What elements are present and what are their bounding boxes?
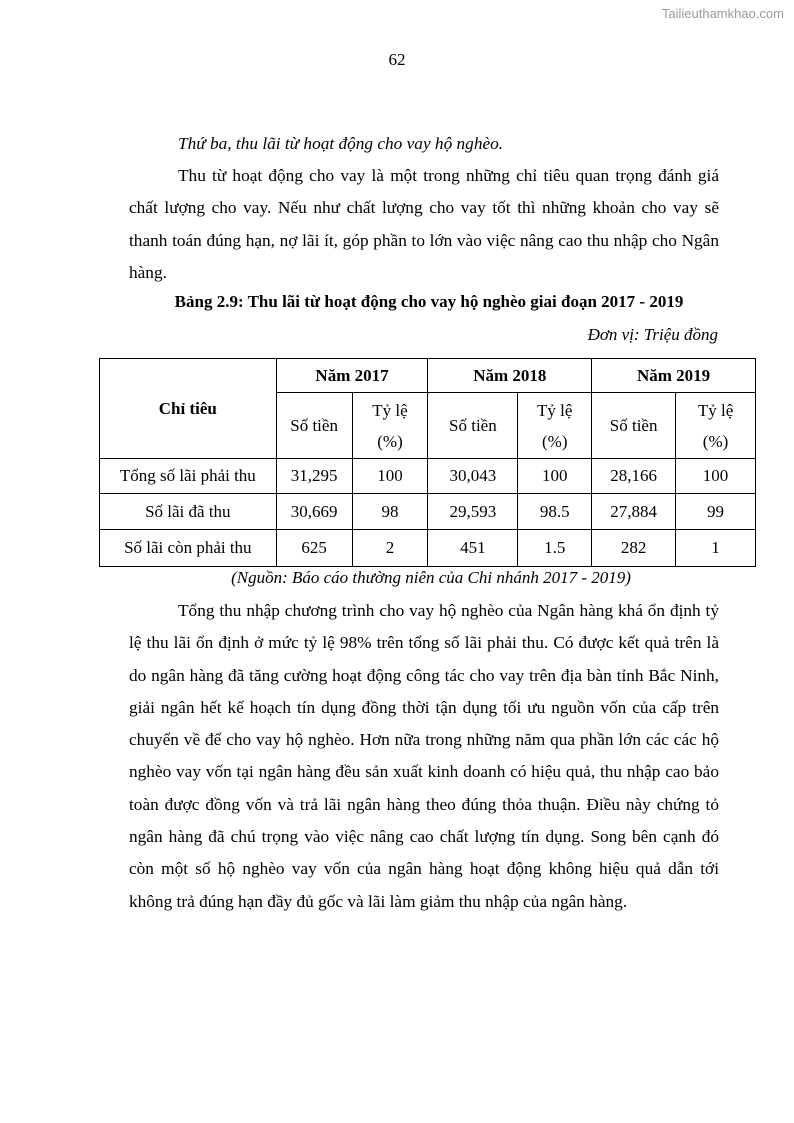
cell: 2 <box>352 530 428 567</box>
table-row <box>100 530 756 567</box>
intro-paragraph: Thu từ hoạt động cho vay là một trong những chỉ tiêu quan trọng đánh giá chất lượng cho vay. Nếu như chất lượng cho vay tốt thì những khoản cho vay sẽ thanh toán đúng hạn, nợ lãi ít, góp phần to lớn vào việc nâng cao thu nhập cho Ngân hàng. <box>129 166 719 282</box>
header-amount-2017: Số tiền <box>276 393 352 459</box>
table-row <box>100 494 756 530</box>
section-heading: Thứ ba, thu lãi từ hoạt động cho vay hộ nghèo. <box>178 134 504 153</box>
header-ratio-2018: Tỷ lệ (%) <box>518 393 592 459</box>
cell: 28,166 <box>592 459 676 494</box>
cell: 31,295 <box>276 459 352 494</box>
row-label: Tổng số lãi phải thu <box>100 459 277 494</box>
table-source: (Nguồn: Báo cáo thường niên của Chi nhánh 2017 - 2019) <box>231 568 631 587</box>
table-row <box>100 459 756 494</box>
table-header-years <box>100 359 756 393</box>
cell: 30,043 <box>428 459 518 494</box>
header-year-2017: Năm 2017 <box>276 359 428 393</box>
watermark: Tailieuthamkhao.com <box>661 6 784 21</box>
cell: 451 <box>428 530 518 567</box>
analysis-paragraph: Tổng thu nhập chương trình cho vay hộ nghèo của Ngân hàng khá ổn định tỷ lệ thu lãi ổn định ở mức tỷ lệ 98% trên tổng số lãi phải thu. Có được kết quả trên là do ngân hàng đã tăng cường hoạt động công tác cho vay trên địa bàn tỉnh Bắc Ninh, giải ngân hết kế hoạch tín dụng đồng thời tận dụng tối ưu nguồn vốn của cấp trên chuyển về để cho vay hộ nghèo. Hơn nữa trong những năm qua phần lớn các các hộ nghèo vay vốn tại ngân hàng đều sản xuất kinh doanh có hiệu quả, thu nhập cao bảo toàn được đồng vốn và trả lãi ngân hàng theo đúng thỏa thuận. Điều này chứng tỏ ngân hàng đã chú trọng vào việc nâng cao chất lượng tín dụng. Song bên cạnh đó còn một số hộ nghèo vay vốn của ngân hàng hoạt động không hiệu quả dẫn tới không trả đúng hạn đầy đủ gốc và lãi làm giảm thu nhập của ngân hàng. <box>129 601 719 911</box>
header-amount-2018: Số tiền <box>428 393 518 459</box>
header-ratio-2019: Tỷ lệ (%) <box>676 393 756 459</box>
header-amount-2019: Số tiền <box>592 393 676 459</box>
page-number: 62 <box>388 50 406 69</box>
row-label: Số lãi đã thu <box>100 494 277 530</box>
header-ratio-2017: Tỷ lệ (%) <box>352 393 428 459</box>
cell: 100 <box>518 459 592 494</box>
cell: 27,884 <box>592 494 676 530</box>
cell: 98 <box>352 494 428 530</box>
cell: 1 <box>676 530 756 567</box>
row-label: Số lãi còn phải thu <box>100 530 277 567</box>
cell: 99 <box>676 494 756 530</box>
header-year-2019: Năm 2019 <box>592 359 756 393</box>
header-indicator: Chỉ tiêu <box>100 359 277 459</box>
cell: 100 <box>676 459 756 494</box>
header-year-2018: Năm 2018 <box>428 359 592 393</box>
table-caption: Bảng 2.9: Thu lãi từ hoạt động cho vay hộ nghèo giai đoạn 2017 - 2019 <box>174 292 684 311</box>
cell: 282 <box>592 530 676 567</box>
cell: 100 <box>352 459 428 494</box>
cell: 29,593 <box>428 494 518 530</box>
interest-table <box>99 358 756 567</box>
cell: 30,669 <box>276 494 352 530</box>
table-unit: Đơn vị: Triệu đồng <box>587 325 718 344</box>
cell: 625 <box>276 530 352 567</box>
cell: 98.5 <box>518 494 592 530</box>
cell: 1.5 <box>518 530 592 567</box>
